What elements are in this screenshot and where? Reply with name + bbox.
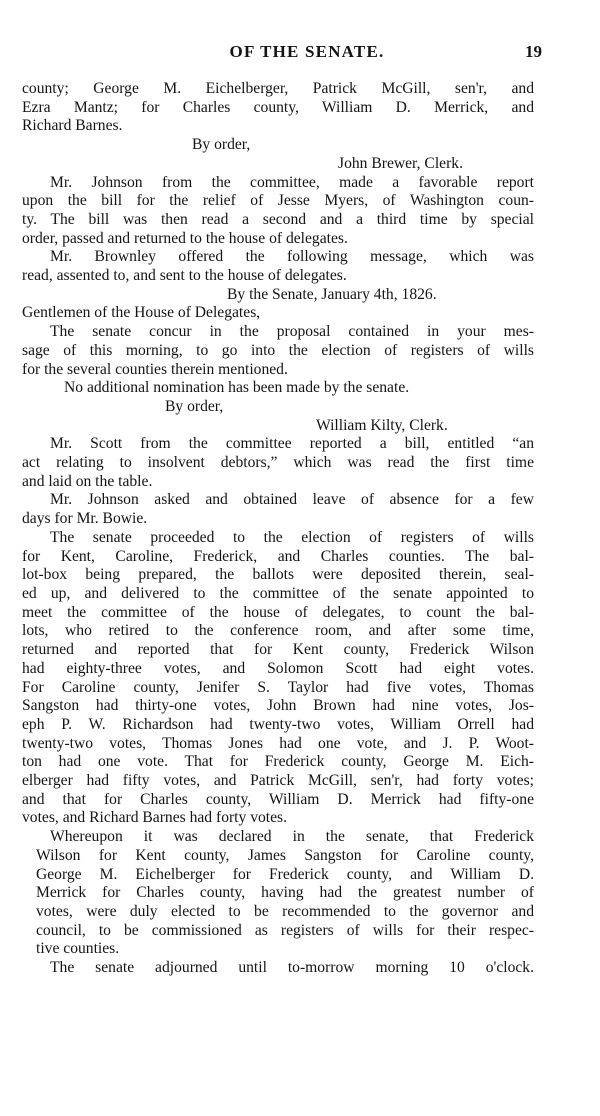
- text-line: order, passed and returned to the house of delegates.: [22, 229, 348, 247]
- page-number: 19: [525, 42, 542, 61]
- text-line: tive counties.: [36, 940, 120, 958]
- text-line: had eighty-three votes, and Solomon Scott had eight votes.: [22, 659, 534, 677]
- text-line: act relating to insolvent debtors,” which was read the first time: [22, 454, 534, 472]
- signature-clerk: William Kilty, Clerk.: [316, 416, 448, 434]
- text-line: Mr. Brownley offered the following message, which was: [50, 248, 534, 266]
- text-line: for Kent, Caroline, Frederick, and Charles counties. The bal-: [22, 547, 534, 565]
- text-line: returned and reported that for Kent county, Frederick Wilson: [22, 641, 534, 659]
- text-line: Richard Barnes.: [22, 117, 123, 135]
- text-line: Mr. Scott from the committee reported a bill, entitled “an: [50, 435, 534, 453]
- text-line: ton had one vote. That for Frederick county, George M. Eich-: [22, 753, 534, 771]
- text-line: Sangston had thirty-one votes, John Brown had nine votes, Jos-: [22, 697, 534, 715]
- text-line: lots, who retired to the conference room, and after some time,: [22, 622, 534, 640]
- text-line: votes, were duly elected to be recommended to the governor and: [36, 902, 534, 920]
- text-line: eph P. W. Richardson had twenty-two votes, William Orrell had: [22, 715, 534, 733]
- text-line: Merrick for Charles county, having had the greatest number of: [36, 884, 534, 902]
- running-head: [0, 42, 600, 66]
- text-line: The senate adjourned until to-morrow morning 10 o'clock.: [50, 959, 534, 977]
- text-line: ed up, and delivered to the committee of the senate appointed to: [22, 584, 534, 602]
- text-line: upon the bill for the relief of Jesse Myers, of Washington coun-: [22, 192, 534, 210]
- text-line: No additional nomination has been made by the senate.: [64, 379, 410, 397]
- text-line: for the several counties therein mentioned.: [22, 360, 288, 378]
- signature-clerk: John Brewer, Clerk.: [338, 154, 463, 172]
- message-salutation: Gentlemen of the House of Delegates,: [22, 304, 261, 322]
- text-line: meet the committee of the house of delegates, to count the bal-: [22, 603, 534, 621]
- text-line: ty. The bill was then read a second and a third time by special: [22, 210, 534, 228]
- text-line: and that for Charles county, William D. Merrick had fifty-one: [22, 790, 534, 808]
- text-line: votes, and Richard Barnes had forty votes.: [22, 809, 288, 827]
- text-line: and laid on the table.: [22, 472, 153, 490]
- text-line: The senate proceeded to the election of registers of wills: [50, 528, 534, 546]
- text-line: county; George M. Eichelberger, Patrick McGill, sen'r, and: [22, 80, 534, 97]
- text-line: twenty-two votes, Thomas Jones had one vote, and J. P. Woot-: [22, 734, 534, 752]
- text-line: days for Mr. Bowie.: [22, 510, 148, 528]
- message-date: By the Senate, January 4th, 1826.: [227, 285, 437, 303]
- text-line: Ezra Mantz; for Charles county, William D. Merrick, and: [22, 98, 534, 116]
- text-line: council, to be commissioned as registers of wills for their respec-: [36, 921, 534, 939]
- text-line: elberger had fifty votes, and Patrick McGill, sen'r, had forty votes;: [22, 772, 534, 790]
- text-line: Mr. Johnson asked and obtained leave of absence for a few: [50, 491, 534, 509]
- text-line: George M. Eichelberger for Frederick county, and William D.: [36, 865, 534, 883]
- text-line: lot-box being prepared, the ballots were deposited therein, seal-: [22, 566, 534, 584]
- text-line: Wilson for Kent county, James Sangston for Caroline county,: [36, 846, 534, 864]
- body-text: [22, 80, 534, 978]
- signature-by-order: By order,: [165, 397, 224, 415]
- text-line: Mr. Johnson from the committee, made a favorable report: [50, 173, 534, 191]
- text-line: For Caroline county, Jenifer S. Taylor had five votes, Thomas: [22, 678, 534, 696]
- text-line: sage of this morning, to go into the election of registers of wills: [22, 341, 534, 359]
- text-line: The senate concur in the proposal contained in your mes-: [50, 323, 534, 341]
- text-line: Whereupon it was declared in the senate, that Frederick: [50, 828, 534, 846]
- signature-by-order: By order,: [192, 136, 251, 154]
- running-title: OF THE SENATE.: [229, 42, 385, 61]
- text-line: read, assented to, and sent to the house of delegates.: [22, 267, 347, 285]
